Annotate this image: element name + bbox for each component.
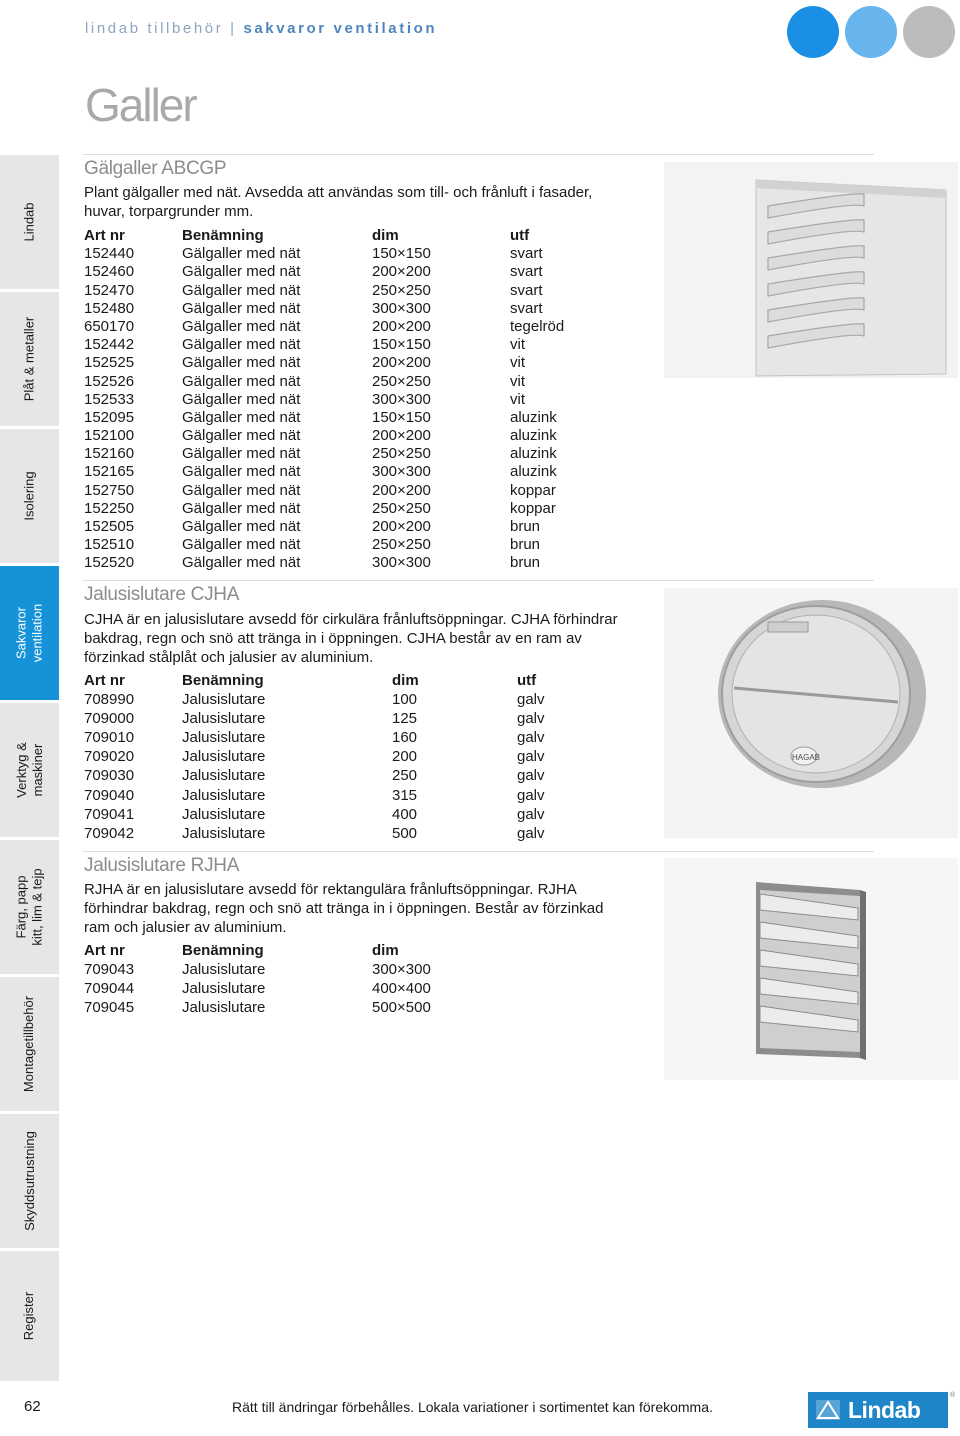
column-header: Benämning	[182, 672, 264, 689]
header-section: sakvaror ventilation	[243, 20, 438, 37]
table-cell: Gälgaller med nät	[182, 372, 301, 390]
section-rule	[83, 154, 874, 155]
table-cell: galv	[517, 748, 545, 766]
table-cell: 250×250	[372, 281, 431, 299]
tab-label: Färg, papp kitt, lim & tejp	[13, 868, 45, 946]
table-cell: 500×500	[372, 999, 431, 1017]
table-cell: Jalusislutare	[182, 824, 266, 842]
table-cell: 152526	[84, 372, 135, 390]
table-cell: 200×200	[372, 354, 431, 372]
category-sidebar	[0, 155, 59, 1381]
table-cell: tegelröd	[510, 317, 565, 335]
table-cell: galv	[517, 786, 545, 804]
table-cell: svart	[510, 299, 543, 317]
table-cell: 250×250	[372, 445, 431, 463]
page-title: Galler	[85, 79, 196, 131]
section-rule	[83, 851, 874, 852]
table-cell: 250	[392, 767, 418, 785]
table-cell: 709045	[84, 999, 135, 1017]
table-cell: 500	[392, 824, 418, 842]
table-cell: Jalusislutare	[182, 691, 266, 709]
cjha-label-text: HAGAB	[792, 753, 821, 762]
table-cell: galv	[517, 729, 545, 747]
rjha-product-image	[664, 858, 958, 1080]
section-title-cjha: Jalusislutare CJHA	[84, 584, 240, 605]
tab-label: Sakvaror ventilation	[13, 603, 45, 663]
tab-register[interactable]	[0, 1251, 59, 1381]
table-cell: 152750	[84, 481, 135, 499]
table-cell: brun	[510, 554, 541, 572]
section-description-abcgp: Plant gälgaller med nät. Avsedda att användas som till- och frånluft i fasader, huvar, torpargrunder mm.	[84, 184, 593, 220]
table-cell: vit	[510, 372, 525, 390]
table-cell: 152095	[84, 408, 135, 426]
table-cell: Gälgaller med nät	[182, 245, 301, 263]
column-header: utf	[517, 672, 537, 689]
table-cell: 708990	[84, 691, 135, 709]
table-cell: 200×200	[372, 263, 431, 281]
table-cell: 650170	[84, 317, 135, 335]
abcgp-product-image	[664, 162, 958, 378]
table-cell: Gälgaller med nät	[182, 390, 301, 408]
column-header: Benämning	[182, 942, 264, 959]
table-cell: 100	[392, 691, 418, 709]
column-header: dim	[372, 942, 399, 959]
table-cell: Gälgaller med nät	[182, 445, 301, 463]
table-cell: 709042	[84, 824, 135, 842]
table-cell: aluzink	[510, 463, 557, 481]
table-cell: 250×250	[372, 372, 431, 390]
table-cell: Jalusislutare	[182, 805, 266, 823]
table-cell: 152510	[84, 536, 135, 554]
table-cell: galv	[517, 691, 545, 709]
table-cell: 250×250	[372, 536, 431, 554]
table-cell: 709030	[84, 767, 135, 785]
table-cell: 150×150	[372, 336, 431, 354]
table-cell: Jalusislutare	[182, 786, 266, 804]
page-number: 62	[24, 1398, 41, 1415]
table-cell: Gälgaller med nät	[182, 518, 301, 535]
table-cell: 152100	[84, 427, 135, 445]
tab-label: Skyddsutrustning	[21, 1131, 37, 1231]
table-cell: 709000	[84, 710, 135, 728]
table-cell: 152525	[84, 354, 135, 372]
column-header: Art nr	[84, 227, 125, 244]
table-cell: aluzink	[510, 408, 557, 426]
column-header: dim	[392, 672, 419, 689]
table-cell: Gälgaller med nät	[182, 463, 301, 481]
tab-sakvaror-ventilation[interactable]	[0, 566, 59, 700]
table-cell: Gälgaller med nät	[182, 354, 301, 372]
table-cell: 200×200	[372, 317, 431, 335]
table-cell: 200	[392, 748, 418, 766]
table-cell: 160	[392, 729, 418, 747]
tab-label: Lindab	[21, 202, 37, 242]
table-cell: vit	[510, 336, 525, 354]
table-cell: Gälgaller med nät	[182, 281, 301, 299]
table-cell: 152520	[84, 554, 135, 572]
table-cell: svart	[510, 263, 543, 281]
table-cell: 152470	[84, 281, 135, 299]
running-header	[85, 20, 437, 37]
section-title-abcgp: Gälgaller ABCGP	[84, 158, 227, 179]
table-cell: 152460	[84, 263, 135, 281]
table-cell: brun	[510, 536, 541, 554]
tab-label: Montagetillbehör	[21, 995, 37, 1093]
column-header: utf	[510, 227, 530, 244]
table-cell: Jalusislutare	[182, 729, 266, 747]
table-cell: 150×150	[372, 408, 431, 426]
table-cell: Jalusislutare	[182, 767, 266, 785]
table-cell: 300×300	[372, 554, 431, 572]
table-cell: Gälgaller med nät	[182, 536, 301, 554]
table-cell: svart	[510, 281, 543, 299]
table-cell: 709043	[84, 961, 135, 979]
table-cell: brun	[510, 518, 541, 535]
tab-label: Register	[21, 1291, 37, 1341]
footer-disclaimer: Rätt till ändringar förbehålles. Lokala variationer i sortimentet kan förekomma.	[232, 1399, 713, 1415]
table-cell: 315	[392, 786, 418, 804]
table-cell: 200×200	[372, 481, 431, 499]
table-cell: 125	[392, 710, 418, 728]
table-cell: 250×250	[372, 499, 431, 517]
table-cell: 152505	[84, 518, 135, 535]
tab-verktyg-maskiner[interactable]	[0, 703, 59, 837]
table-cell: koppar	[510, 481, 556, 499]
table-cell: Jalusislutare	[182, 748, 266, 766]
table-cell: aluzink	[510, 427, 557, 445]
column-header: Art nr	[84, 672, 125, 689]
decor-dot-light	[845, 6, 897, 58]
tab-farg-papp[interactable]	[0, 840, 59, 974]
table-cell: galv	[517, 710, 545, 728]
table-cell: galv	[517, 805, 545, 823]
logo-text: Lindab	[848, 1397, 921, 1423]
registered-mark: ®	[950, 1392, 956, 1399]
table-cell: Gälgaller med nät	[182, 317, 301, 335]
table-cell: 300×300	[372, 299, 431, 317]
table-cell: Gälgaller med nät	[182, 336, 301, 354]
table-cell: 709041	[84, 805, 135, 823]
table-cell: 709044	[84, 980, 135, 998]
header-brand: lindab tillbehör	[85, 20, 224, 37]
table-cell: 709020	[84, 748, 135, 766]
table-cell: Jalusislutare	[182, 961, 266, 979]
table-cell: 152442	[84, 336, 135, 354]
table-cell: 400×400	[372, 980, 431, 998]
table-cell: Jalusislutare	[182, 980, 266, 998]
column-header: Benämning	[182, 227, 264, 244]
tab-label: Verktyg & maskiner	[13, 742, 45, 798]
table-cell: Gälgaller med nät	[182, 408, 301, 426]
section-title-rjha: Jalusislutare RJHA	[84, 855, 240, 876]
table-cell: galv	[517, 767, 545, 785]
table-cell: 300×300	[372, 961, 431, 979]
table-cell: vit	[510, 390, 525, 408]
tab-label: Plåt & metaller	[21, 316, 37, 402]
section-rule	[83, 580, 874, 581]
lindab-logo-mark-icon	[816, 1400, 840, 1420]
column-header: Art nr	[84, 942, 125, 959]
lindab-logo	[808, 1392, 948, 1428]
tab-montagetillbehor[interactable]	[0, 977, 59, 1111]
table-cell: Gälgaller med nät	[182, 481, 301, 499]
tab-skyddsutrustning[interactable]	[0, 1114, 59, 1248]
table-cell: 300×300	[372, 390, 431, 408]
table-cell: Gälgaller med nät	[182, 499, 301, 517]
table-cell: svart	[510, 245, 543, 263]
table-cell: 200×200	[372, 427, 431, 445]
column-header: dim	[372, 227, 399, 244]
header-separator: |	[223, 20, 244, 37]
tab-isolering[interactable]	[0, 429, 59, 563]
decor-dot-dark	[787, 6, 839, 58]
table-cell: Gälgaller med nät	[182, 263, 301, 281]
table-cell: 400	[392, 805, 418, 823]
table-cell: 200×200	[372, 518, 431, 535]
cjha-product-image	[664, 588, 958, 838]
table-cell: aluzink	[510, 445, 557, 463]
table-cell: galv	[517, 824, 545, 842]
table-cell: 152533	[84, 390, 135, 408]
table-cell: koppar	[510, 499, 556, 517]
table-cell: Gälgaller med nät	[182, 554, 301, 572]
table-cell: 152250	[84, 499, 135, 517]
tab-lindab[interactable]	[0, 155, 59, 289]
table-cell: Jalusislutare	[182, 999, 266, 1017]
table-cell: 300×300	[372, 463, 431, 481]
table-cell: 152165	[84, 463, 135, 481]
table-cell: 709010	[84, 729, 135, 747]
section-description-rjha: RJHA är en jalusislutare avsedd för rektangulära frånluftsöppningar. RJHA förhindrar bakdrag, regn och snö att tränga in i öppningen. Består av förzinkad ram och jalusier av aluminium.	[84, 881, 604, 936]
tab-label: Isolering	[21, 471, 37, 521]
table-cell: Jalusislutare	[182, 710, 266, 728]
table-cell: 152440	[84, 245, 135, 263]
table-cell: 152480	[84, 299, 135, 317]
table-cell: 152160	[84, 445, 135, 463]
decor-dot-grey	[903, 6, 955, 58]
section-description-cjha: CJHA är en jalusislutare avsedd för cirkulära frånluftsöppningar. CJHA förhindrar bakdrag, regn och snö att tränga in i öppningen. CJHA består av en ram av förzinkad stålplåt och jalusier av aluminium.	[84, 611, 618, 666]
table-cell: 709040	[84, 786, 135, 804]
tab-plat-metaller[interactable]	[0, 292, 59, 426]
table-cell: vit	[510, 354, 525, 372]
table-cell: 150×150	[372, 245, 431, 263]
table-cell: Gälgaller med nät	[182, 299, 301, 317]
table-cell: Gälgaller med nät	[182, 427, 301, 445]
